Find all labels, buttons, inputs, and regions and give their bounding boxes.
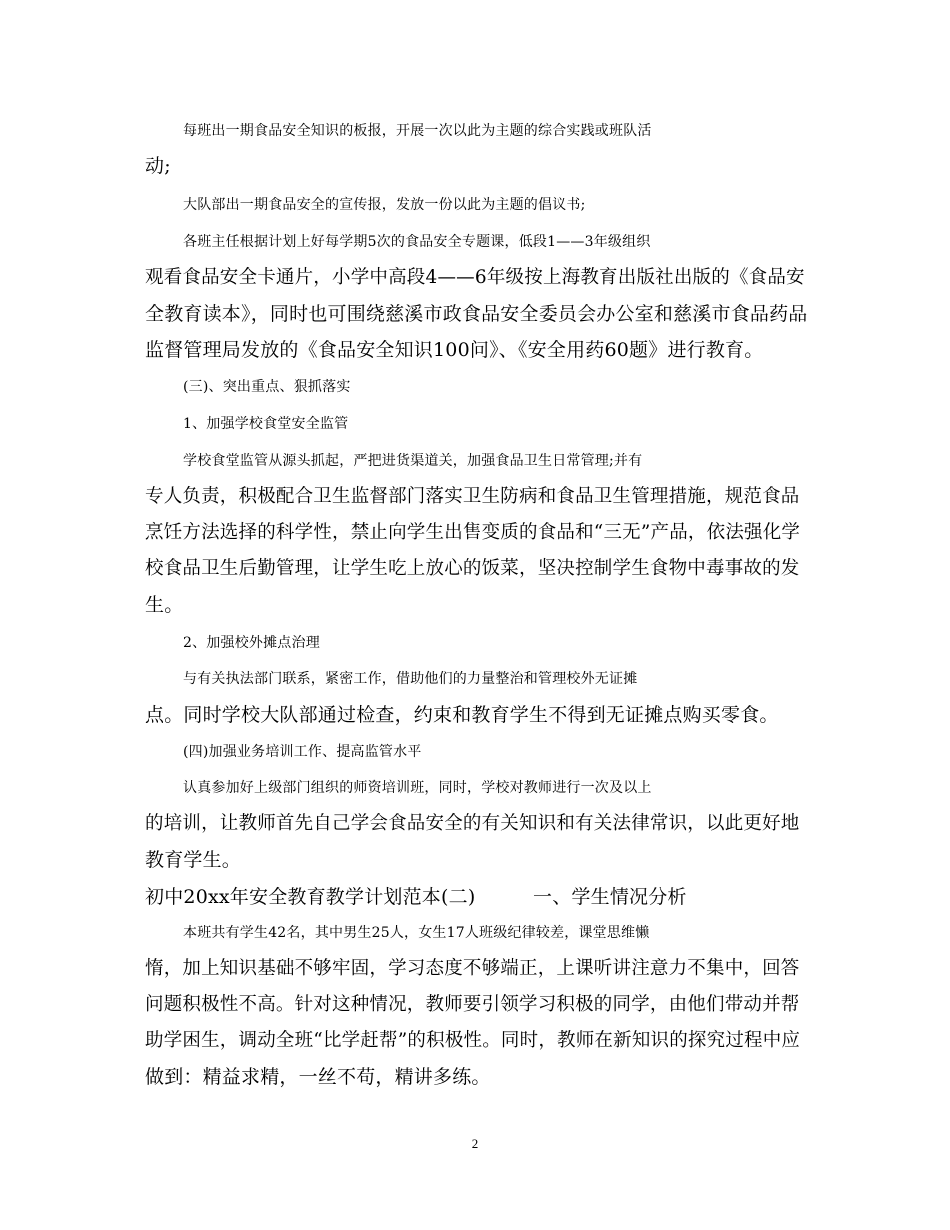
paragraph-line: 烹饪方法选择的科学性，禁止向学生出售变质的食品和“三无”产品，依法强化学 bbox=[145, 522, 801, 543]
paragraph-line: 专人负责，积极配合卫生监督部门落实卫生防病和食品卫生管理措施，规范食品 bbox=[145, 486, 800, 507]
paragraph-line: 大队部出一期食品安全的宣传报，发放一份以此为主题的倡议书; bbox=[183, 197, 586, 213]
paragraph-line: 动; bbox=[145, 155, 171, 177]
paragraph-line: 全教育读本》，同时也可围绕慈溪市政食品安全委员会办公室和慈溪市食品药品 bbox=[145, 303, 808, 325]
paragraph-line: 认真参加好上级部门组织的师资培训班，同时，学校对教师进行一次及以上 bbox=[183, 780, 652, 796]
paragraph-line: 监督管理局发放的《食品安全知识100问》、《安全用药60题》进行教育。 bbox=[145, 339, 764, 361]
document-title-line: 初中20xx年安全教育教学计划范本(二) 一、学生情况分析 bbox=[145, 886, 687, 908]
paragraph-line: 每班出一期食品安全知识的板报，开展一次以此为主题的综合实践或班队活 bbox=[183, 123, 652, 139]
subsection-heading: 2、加强校外摊点治理 bbox=[183, 635, 320, 651]
section-heading: (三)、突出重点、狠抓落实 bbox=[183, 379, 351, 395]
paragraph-line: 生。 bbox=[145, 594, 184, 616]
section-heading: (四)加强业务培训工作、提高监管水平 bbox=[183, 744, 422, 760]
subsection-heading: 1、加强学校食堂安全监管 bbox=[183, 416, 349, 432]
paragraph-line: 教育学生。 bbox=[145, 849, 242, 871]
paragraph-line: 观看食品安全卡通片，小学中高段4——6年级按上海教育出版社出版的《食品安 bbox=[145, 267, 805, 288]
paragraph-line: 本班共有学生42名，其中男生25人，女生17人班级纪律较差，课堂思维懒 bbox=[183, 925, 650, 941]
paragraph-line: 问题积极性不高。针对这种情况，教师要引领学习积极的同学，由他们带动并帮 bbox=[145, 994, 800, 1015]
page-number: 2 bbox=[471, 1136, 479, 1151]
paragraph-line: 与有关执法部门联系，紧密工作，借助他们的力量整治和管理校外无证摊 bbox=[183, 671, 638, 687]
paragraph-line: 校食品卫生后勤管理，让学生吃上放心的饭菜，坚决控制学生食物中毒事故的发 bbox=[145, 558, 800, 579]
paragraph-line: 做到：精益求精，一丝不苟，精讲多练。 bbox=[145, 1066, 491, 1088]
paragraph-line: 点。同时学校大队部通过检查，约束和教育学生不得到无证摊点购买零食。 bbox=[145, 704, 779, 726]
paragraph-line: 助学困生，调动全班“比学赶帮”的积极性。同时，教师在新知识的探究过程中应 bbox=[145, 1030, 801, 1051]
paragraph-line: 的培训，让教师首先自己学会食品安全的有关知识和有关法律常识，以此更好地 bbox=[145, 813, 800, 834]
paragraph-line: 学校食堂监管从源头抓起，严把进货渠道关，加强食品卫生日常管理;并有 bbox=[183, 453, 643, 469]
paragraph-line: 各班主任根据计划上好每学期5次的食品安全专题课，低段1——3年级组织 bbox=[183, 234, 651, 250]
paragraph-line: 惰，加上知识基础不够牢固，学习态度不够端正，上课听讲注意力不集中，回答 bbox=[145, 958, 800, 979]
